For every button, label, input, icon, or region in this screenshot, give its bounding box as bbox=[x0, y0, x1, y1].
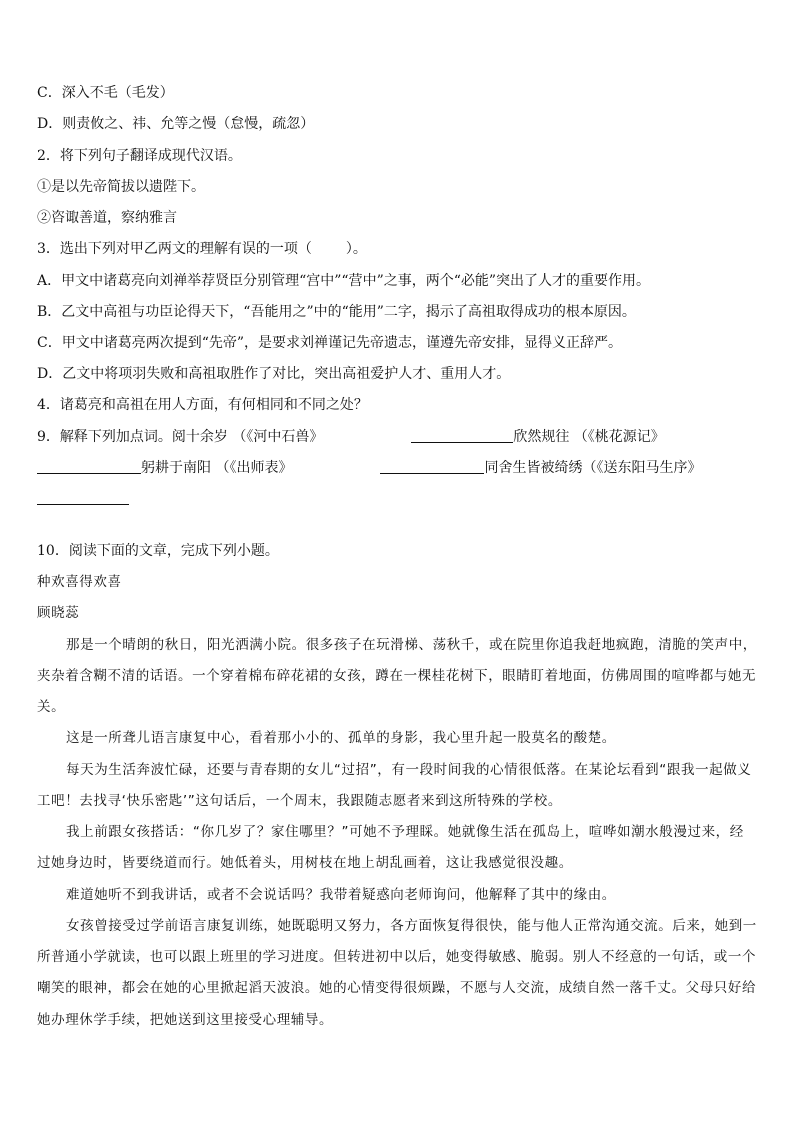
choice-c: C．甲文中诸葛亮两次提到“先帝”，是要求刘禅谨记先帝遗志，谨遵先帝安排，显得义正辞严。 bbox=[37, 335, 623, 351]
question-9-item3: 躬耕于南阳 （《出师表》 bbox=[141, 460, 293, 476]
choice-d: D．乙文中将项羽失败和高祖取胜作了对比，突出高祖爱护人才、重用人才。 bbox=[37, 366, 511, 382]
question-2: 2．将下列句子翻译成现代汉语。 bbox=[37, 148, 242, 164]
choice-b: B．乙文中高祖与功臣论得天下，“吾能用之”中的“能用”二字，揭示了高祖取得成功的根本原因。 bbox=[37, 304, 636, 320]
answer-blank bbox=[37, 490, 129, 505]
answer-blank bbox=[380, 459, 484, 474]
article-author: 顾晓蕊 bbox=[37, 605, 80, 621]
passage-line: 女孩曾接受过学前语言康复训练，她既聪明又努力，各方面恢复得很快，能与他人正常沟通交流。后来，她到一 bbox=[66, 918, 757, 934]
option-d-line: D．则责攸之、祎、允等之慢（怠慢，疏忽） bbox=[37, 116, 315, 132]
passage-line: 所普通小学就读，也可以跟上班里的学习进度。但转进初中以后，她变得敏感、脆弱。别人不经意的一句话，或一个 bbox=[37, 949, 757, 965]
question-9-stem: 9．解释下列加点词。阅十余岁 （《河中石兽》 bbox=[37, 429, 324, 445]
passage-line: 难道她听不到我讲话，或者不会说话吗？我带着疑惑向老师询问，他解释了其中的缘由。 bbox=[66, 887, 616, 903]
answer-blank bbox=[37, 459, 141, 474]
answer-blank bbox=[411, 428, 513, 443]
passage-line: 夹杂着含糊不清的话语。一个穿着棉布碎花裙的女孩，蹲在一棵桂花树下，眼睛盯着地面，仿佛周围的喧哗都与她无 bbox=[37, 668, 757, 684]
question-4: 4．诸葛亮和高祖在用人方面，有何相同和不同之处？ bbox=[37, 397, 368, 413]
sentence-1: ①是以先帝简拔以遗陛下。 bbox=[37, 179, 205, 195]
passage-line: 每天为生活奔波忙碌，还要与青春期的女儿“过招”，有一段时间我的心情很低落。在某论坛看到“跟我一起做义 bbox=[66, 762, 752, 778]
passage-line: 过她身边时，皆要绕道而行。她低着头，用树枝在地上胡乱画着，这让我感觉很没趣。 bbox=[37, 855, 573, 871]
passage-line: 她办理休学手续，把她送到这里接受心理辅导。 bbox=[37, 1012, 334, 1028]
question-9-line2 bbox=[37, 459, 757, 477]
question-9-item4: 同舍生皆被绮绣（《送东阳马生序》 bbox=[484, 460, 702, 476]
passage-line: 那是一个晴朗的秋日，阳光洒满小院。很多孩子在玩滑梯、荡秋千，或在院里你追我赶地疯跑，清脆的笑声中， bbox=[66, 637, 757, 653]
passage-line: 嘲笑的眼神，都会在她的心里掀起滔天波浪。她的心情变得很烦躁，不愿与人交流，成绩自然一落千丈。父母只好给 bbox=[37, 980, 757, 996]
passage-line: 这是一所聋儿语言康复中心，看着那小小的、孤单的身影，我心里升起一股莫名的酸楚。 bbox=[66, 730, 616, 746]
question-9-line3 bbox=[37, 490, 757, 508]
question-9-line1 bbox=[37, 428, 757, 446]
question-9-item2: 欣然规往 （《桃花源记》 bbox=[513, 429, 665, 445]
question-10: 10．阅读下面的文章，完成下列小题。 bbox=[37, 543, 279, 559]
sentence-2: ②咨诹善道，察纳雅言 bbox=[37, 210, 177, 226]
choice-a: A．甲文中诸葛亮向刘禅举荐贤臣分别管理“宫中”“营中”之事，两个“必能”突出了人才的重要作用。 bbox=[37, 273, 651, 289]
question-3-end: ）。 bbox=[345, 241, 367, 257]
article-title: 种欢喜得欢喜 bbox=[37, 574, 122, 590]
question-3-stem: 3．选出下列对甲乙两文的理解有误的一项（ bbox=[37, 241, 312, 257]
passage-line: 关。 bbox=[37, 699, 66, 715]
passage-line: 工吧！去找寻‘快乐密匙’”这句话后，一个周末，我跟随志愿者来到这所特殊的学校。 bbox=[37, 793, 562, 809]
passage-line: 我上前跟女孩搭话：“你几岁了？家住哪里？”可她不予理睬。她就像生活在孤岛上，喧哗如潮水般漫过来，经 bbox=[66, 824, 744, 840]
option-c-line: C．深入不毛（毛发） bbox=[37, 85, 174, 101]
question-3 bbox=[37, 240, 757, 258]
